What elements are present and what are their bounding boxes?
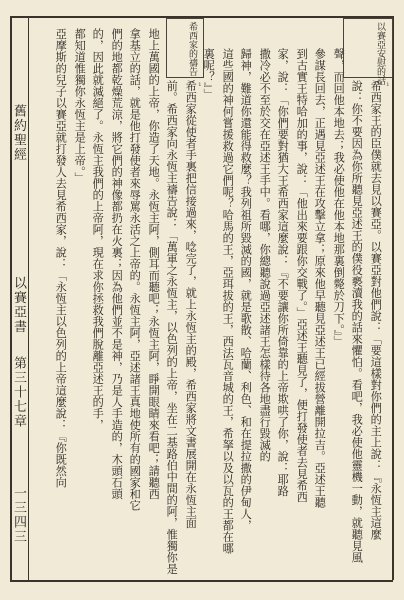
- verse-marker: ¹: [198, 82, 202, 92]
- text-column-1: 希西家王的臣僕就去見以賽亞。以賽亞對他們說：「要這樣對你們的主上說：『永恆主這麼: [369, 80, 383, 540]
- text-column-7: 撒冷必不至於交在亞述王手中。看哪，你總聽說過亞述諸王怎樣待各地盡行毀滅的: [258, 48, 272, 462]
- book-title: 舊約聖經: [11, 104, 26, 162]
- text-column-15: 們的地都乾燥荒涼，將它們的神像都扔在火裏；因為他們並不是神，乃是人手造的，木頭石頭: [110, 28, 124, 500]
- text-column-16: 的，因此就滅絕了。永恆主我們的上帝阿，現在求你拯救我們脫離亞述王的手，: [91, 28, 105, 431]
- frame-bottom-rule: [10, 580, 393, 582]
- text-column-11: 希西家從使者手裏把信接過來，唸完了，就上永恆主的殿，希西家將文書展開在永恆主面: [184, 80, 198, 529]
- frame-right-rule: [392, 16, 394, 580]
- text-column-12: 前。希西家向永恆主禱告說：「萬軍之永恆主，以色列的上帝，坐在二基路伯中間的阿，惟獨你是: [165, 80, 179, 575]
- text-column-9: 這些國的神何嘗援救過它們呢？哈馬的王，亞珥拔的王，西法瓦音城的王，希拏以及以瓦的王都在哪: [221, 48, 235, 554]
- section-note-prayer: 希西家的禱告: [187, 22, 197, 76]
- text-column-4: 參謀長回去，正遇見亞述王在攻擊立拿；原來他早聽見亞述王已經拔營離開拉吉。亞述王聽: [313, 48, 327, 508]
- text-column-18: 亞摩斯的兒子以賽亞就打發人去見希西家，說：「永恆主以色列的上帝這麼說：『你既然向: [54, 28, 68, 488]
- page-number: 一三四三: [11, 486, 26, 544]
- chapter-label: 第三十七章: [11, 356, 26, 429]
- text-column-10: 裏呢？』」: [202, 48, 216, 100]
- text-column-3: 聲，而回他本地去；我必使他在他本地那裏倒斃於刀下。』」: [332, 48, 346, 348]
- text-column-17: 都知道惟獨你永恆主是上帝。」: [73, 28, 87, 184]
- text-column-14: 拿基立的話，就是他打發使者來辱罵永活之上帝的。永恆主阿，亞述諸王真地使所有的國家和它: [128, 28, 142, 511]
- verse-marker: ¹: [386, 82, 390, 92]
- text-column-13: 地上萬國的上帝，你造了天地。永恆主阿，側耳而聽吧；永恆主阿，睜開眼睛來看吧；請聽西: [147, 28, 161, 500]
- text-column-5: 到古實王特哈加的事，說：「他出來要跟你交戰了。」亞述王聽見了，便打發使者去見希西: [295, 48, 309, 503]
- text-column-6: 家，說：「你們要對猶大王希西家這麼說：『不要讓你所倚靠的上帝欺哄了你，說：耶路: [276, 48, 290, 497]
- header-divider-rule: [28, 16, 29, 580]
- text-column-2: 說：你不要因為你所聽見亞述王的僕役褻瀆我的話來懼怕。看吧，我必使他靈機一動，就聽見風: [350, 80, 364, 563]
- text-column-8: 歸神，難道你還能得救麼？我列祖所毀滅的國，就是歌散、哈蘭、利色、和在提拉撒的伊甸人，: [239, 48, 253, 531]
- section-note-comfort-box: [343, 18, 393, 85]
- section-note-comfort: 以賽亞安慰的話: [375, 22, 385, 85]
- book-name: 以賽亞書: [11, 276, 26, 334]
